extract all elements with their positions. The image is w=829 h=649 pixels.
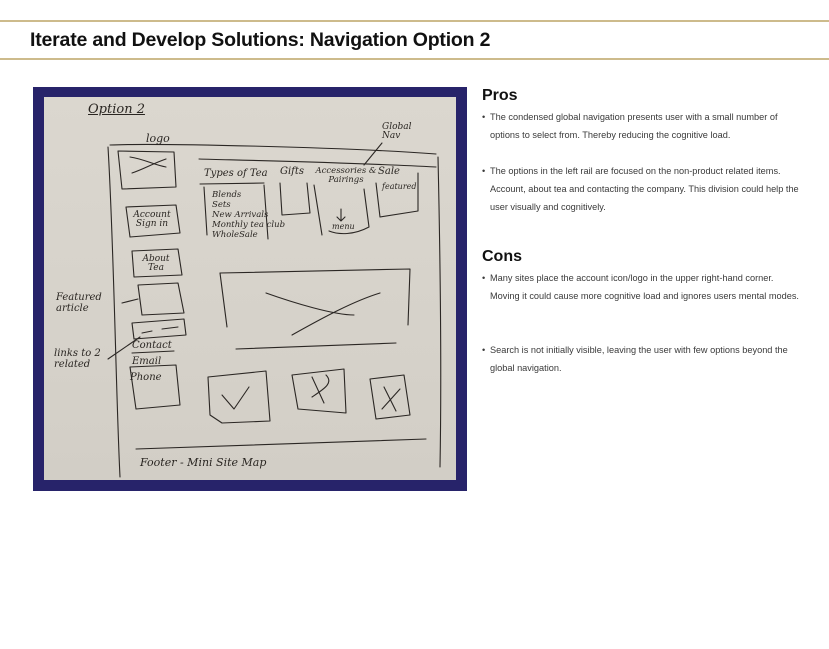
page-title: Iterate and Develop Solutions: Navigation Option 2 [30,29,491,51]
sketch-logo-label: logo [146,132,170,145]
sketch-links-related-label: links to 2 related [54,348,101,370]
sketch-nav-sale: Sale [378,166,400,177]
sketch-dropdown-item: New Arrivals [212,210,269,220]
wireframe-sketch-image [33,87,467,491]
bullet-icon: • [482,345,486,355]
sketch-dropdown-item: WholeSale [212,230,258,240]
pros-heading: Pros [482,87,518,104]
pros-item [482,162,802,216]
sketch-contact-label: Contact [132,340,172,351]
sketch-featured-article-label: Featured article [56,292,102,314]
sketch-nav-accessories: Accessories & Pairings [315,166,377,185]
sketch-footer-label: Footer - Mini Site Map [140,456,267,469]
cons-item [482,341,802,377]
cons-item-text: Many sites place the account icon/logo in the upper right-hand corner. Moving it could cause more cognitive load and ignores users mental modes. [490,273,799,301]
bullet-icon: • [482,166,486,176]
pros-item-text: The options in the left rail are focused on the non-product related items. Account, about tea and contacting the company. This division could help the user visually and cognitively. [490,166,799,212]
bullet-icon: • [482,273,486,283]
bullet-icon: • [482,112,486,122]
sketch-dropdown-item: Monthly tea club [212,220,286,230]
sketch-dropdown-item: Sets [212,200,231,210]
sketch-global-nav-label: Global Nav [382,122,412,142]
sketch-sale-featured: featured [382,182,417,191]
cons-item-text: Search is not initially visible, leaving the user with few options beyond the global navigation. [490,345,788,373]
sketch-nav-gifts: Gifts [280,166,305,177]
sketch-email-label: Email [132,356,162,367]
sketch-account-label: Account Sign in [133,210,171,230]
sketch-about-tea-label: About Tea [142,254,170,274]
sketch-dropdown-item: Blends [212,190,242,200]
sketch-option-label: Option 2 [88,102,145,117]
sketch-nav-types-of-tea: Types of Tea [204,168,268,179]
header-top-rule [0,20,829,22]
cons-heading: Cons [482,248,522,265]
sketch-drawing [44,97,456,480]
cons-item [482,269,802,305]
sketch-phone-label: Phone [130,372,162,383]
header-bottom-rule [0,58,829,60]
pros-item [482,108,802,144]
pros-item-text: The condensed global navigation presents user with a small number of options to select from. Thereby reducing the cognitive load. [490,112,778,140]
sketch-paper [44,97,456,480]
sketch-menu-label: menu [332,222,355,231]
